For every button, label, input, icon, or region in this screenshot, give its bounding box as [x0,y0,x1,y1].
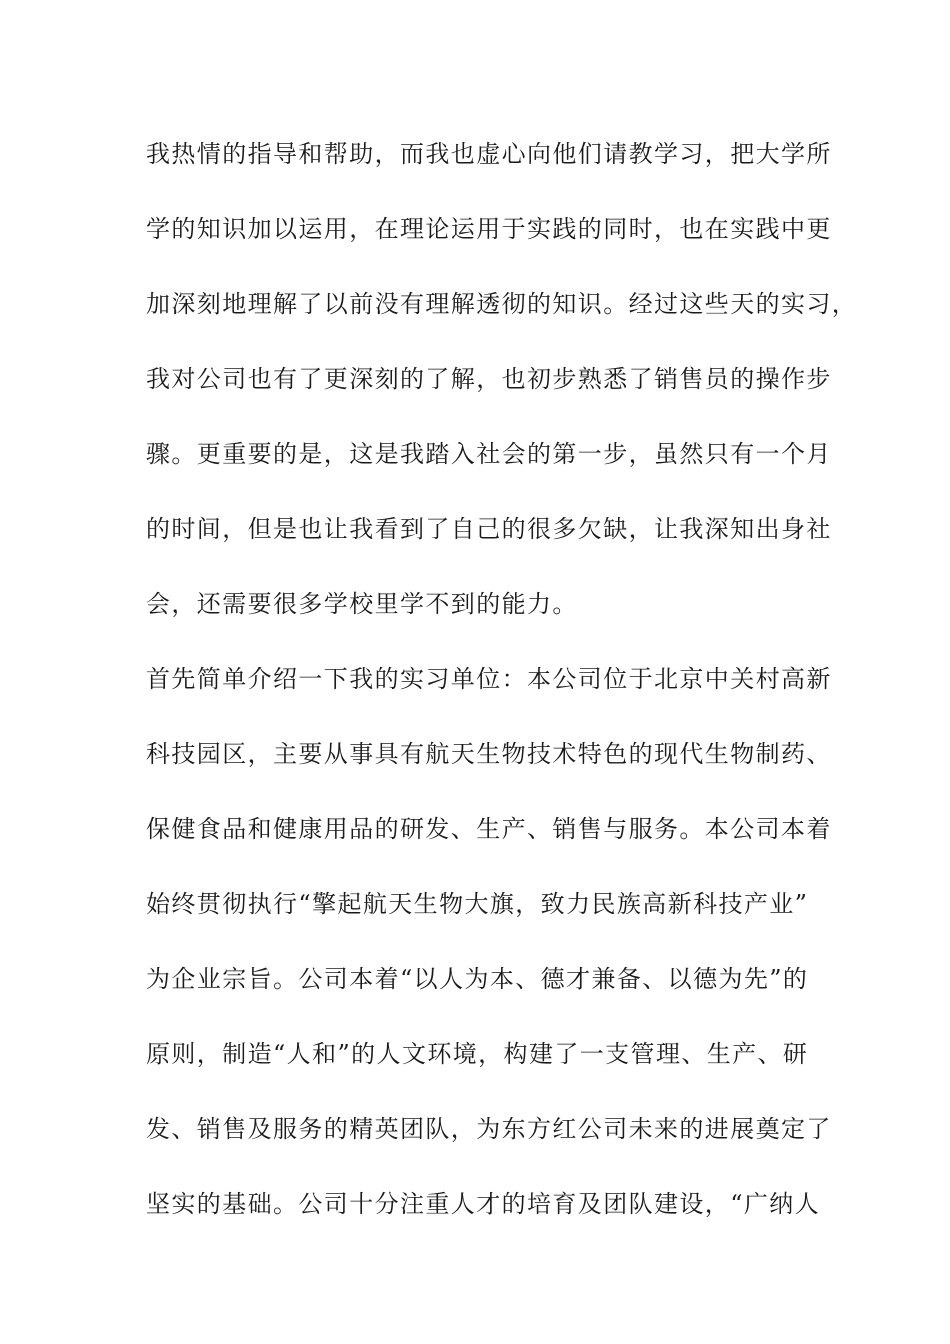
text-line: 保健食品和健康用品的研发、生产、销售与服务。本公司本着 [146,815,832,843]
text-line: 骤。更重要的是，这是我踏入社会的第一步，虽然只有一个月 [146,440,832,468]
text-line: 科技园区，主要从事具有航天生物技术特色的现代生物制药、 [146,740,832,768]
text-line: 为企业宗旨。公司本着“以人为本、德才兼备、以德为先”的 [146,965,809,993]
text-line: 原则，制造“人和”的人文环境，构建了一支管理、生产、研 [146,1040,809,1068]
text-line: 首先简单介绍一下我的实习单位：本公司位于北京中关村高新 [146,665,832,693]
text-line: 坚实的基础。公司十分注重人才的培育及团队建设，“广纳人 [146,1190,821,1218]
text-line: 学的知识加以运用，在理论运用于实践的同时，也在实践中更 [146,215,832,243]
text-line: 始终贯彻执行“擎起航天生物大旗，致力民族高新科技产业” [146,890,809,918]
text-line: 发、销售及服务的精英团队，为东方红公司未来的进展奠定了 [146,1115,832,1143]
text-line: 的时间，但是也让我看到了自己的很多欠缺，让我深知出身社 [146,515,832,543]
text-line: 加深刻地理解了以前没有理解透彻的知识。经过这些天的实习， [146,290,858,318]
text-line: 我对公司也有了更深刻的了解，也初步熟悉了销售员的操作步 [146,365,832,393]
text-line: 我热情的指导和帮助，而我也虚心向他们请教学习，把大学所 [146,140,832,168]
document-body [146,131,858,1256]
text-line: 会，还需要很多学校里学不到的能力。 [146,590,578,618]
